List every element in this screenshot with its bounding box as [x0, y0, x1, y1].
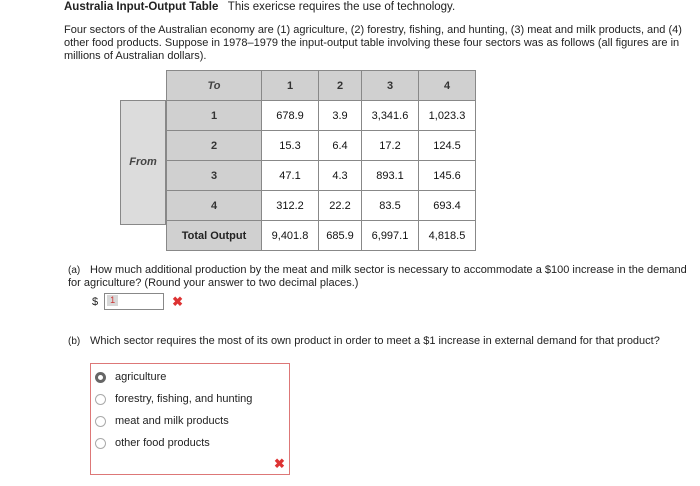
table-cell: 3,341.6	[362, 101, 419, 131]
column-header: 4	[419, 71, 476, 101]
total-cell: 6,997.1	[362, 221, 419, 251]
radio-icon[interactable]	[95, 416, 106, 427]
incorrect-x-icon: ✖	[274, 456, 285, 471]
answer-tag: 1	[107, 295, 118, 306]
table-cell: 312.2	[262, 191, 319, 221]
row-header: 4	[167, 191, 262, 221]
question-a-text: How much additional production by the meat and milk sector is necessary to accommodate a $100 increase in the demand for agriculture? (Round your answer to two decimal places.)	[68, 264, 687, 289]
answer-a-input[interactable]	[104, 293, 164, 310]
total-output-label: Total Output	[167, 221, 262, 251]
table-cell: 4.3	[319, 161, 362, 191]
table-cell: 124.5	[419, 131, 476, 161]
table-cell: 17.2	[362, 131, 419, 161]
table-cell: 1,023.3	[419, 101, 476, 131]
table-row	[167, 131, 476, 161]
column-header: 1	[262, 71, 319, 101]
total-cell: 685.9	[319, 221, 362, 251]
row-header: 3	[167, 161, 262, 191]
table-cell: 678.9	[262, 101, 319, 131]
column-header: 2	[319, 71, 362, 101]
total-cell: 4,818.5	[419, 221, 476, 251]
row-header: 1	[167, 101, 262, 131]
total-cell: 9,401.8	[262, 221, 319, 251]
answer-a-row	[92, 293, 183, 310]
question-b	[68, 335, 688, 348]
option-label: forestry, fishing, and hunting	[115, 393, 253, 405]
input-output-table	[166, 70, 476, 251]
table-cell: 47.1	[262, 161, 319, 191]
table-row	[167, 101, 476, 131]
column-header: 3	[362, 71, 419, 101]
radio-icon[interactable]	[95, 394, 106, 405]
table-row	[167, 191, 476, 221]
question-a-label: (a)	[68, 265, 81, 276]
radio-icon[interactable]	[95, 438, 106, 449]
technology-note: This exericse requires the use of technology.	[227, 1, 456, 13]
table-cell: 22.2	[319, 191, 362, 221]
row-header: 2	[167, 131, 262, 161]
table-cell: 693.4	[419, 191, 476, 221]
question-b-label: (b)	[68, 336, 81, 347]
option-meat-milk[interactable]	[95, 415, 229, 427]
table-cell: 893.1	[362, 161, 419, 191]
answer-b-options	[90, 363, 290, 475]
corner-label: To	[167, 71, 262, 101]
table-cell: 83.5	[362, 191, 419, 221]
table-cell: 15.3	[262, 131, 319, 161]
question-a	[68, 264, 688, 290]
page-title	[64, 1, 455, 13]
option-label: other food products	[115, 437, 210, 449]
currency-symbol: $	[92, 295, 99, 308]
option-label: meat and milk products	[115, 415, 229, 427]
total-output-row	[167, 221, 476, 251]
radio-selected-icon[interactable]	[95, 372, 106, 383]
option-label: agriculture	[115, 371, 167, 383]
incorrect-x-icon: ✖	[172, 293, 184, 309]
table-cell: 3.9	[319, 101, 362, 131]
title-text: Australia Input-Output Table	[64, 1, 219, 13]
table-cell: 145.6	[419, 161, 476, 191]
option-agriculture[interactable]	[95, 371, 166, 383]
table-cell: 6.4	[319, 131, 362, 161]
option-forestry[interactable]	[95, 393, 252, 405]
table-header-row	[167, 71, 476, 101]
option-other-food[interactable]	[95, 437, 210, 449]
table-row	[167, 161, 476, 191]
question-b-text: Which sector requires the most of its own product in order to meet a $1 increase in external demand for that product?	[90, 335, 660, 347]
intro-paragraph: Four sectors of the Australian economy are (1) agriculture, (2) forestry, fishing, and hunting, (3) meat and milk products, and (4) other food products. Suppose in 1978–1979 the input-output table involving these four sectors was as follows (all figures are in millions of Australian dollars).	[64, 24, 682, 62]
from-label: From	[129, 156, 157, 168]
